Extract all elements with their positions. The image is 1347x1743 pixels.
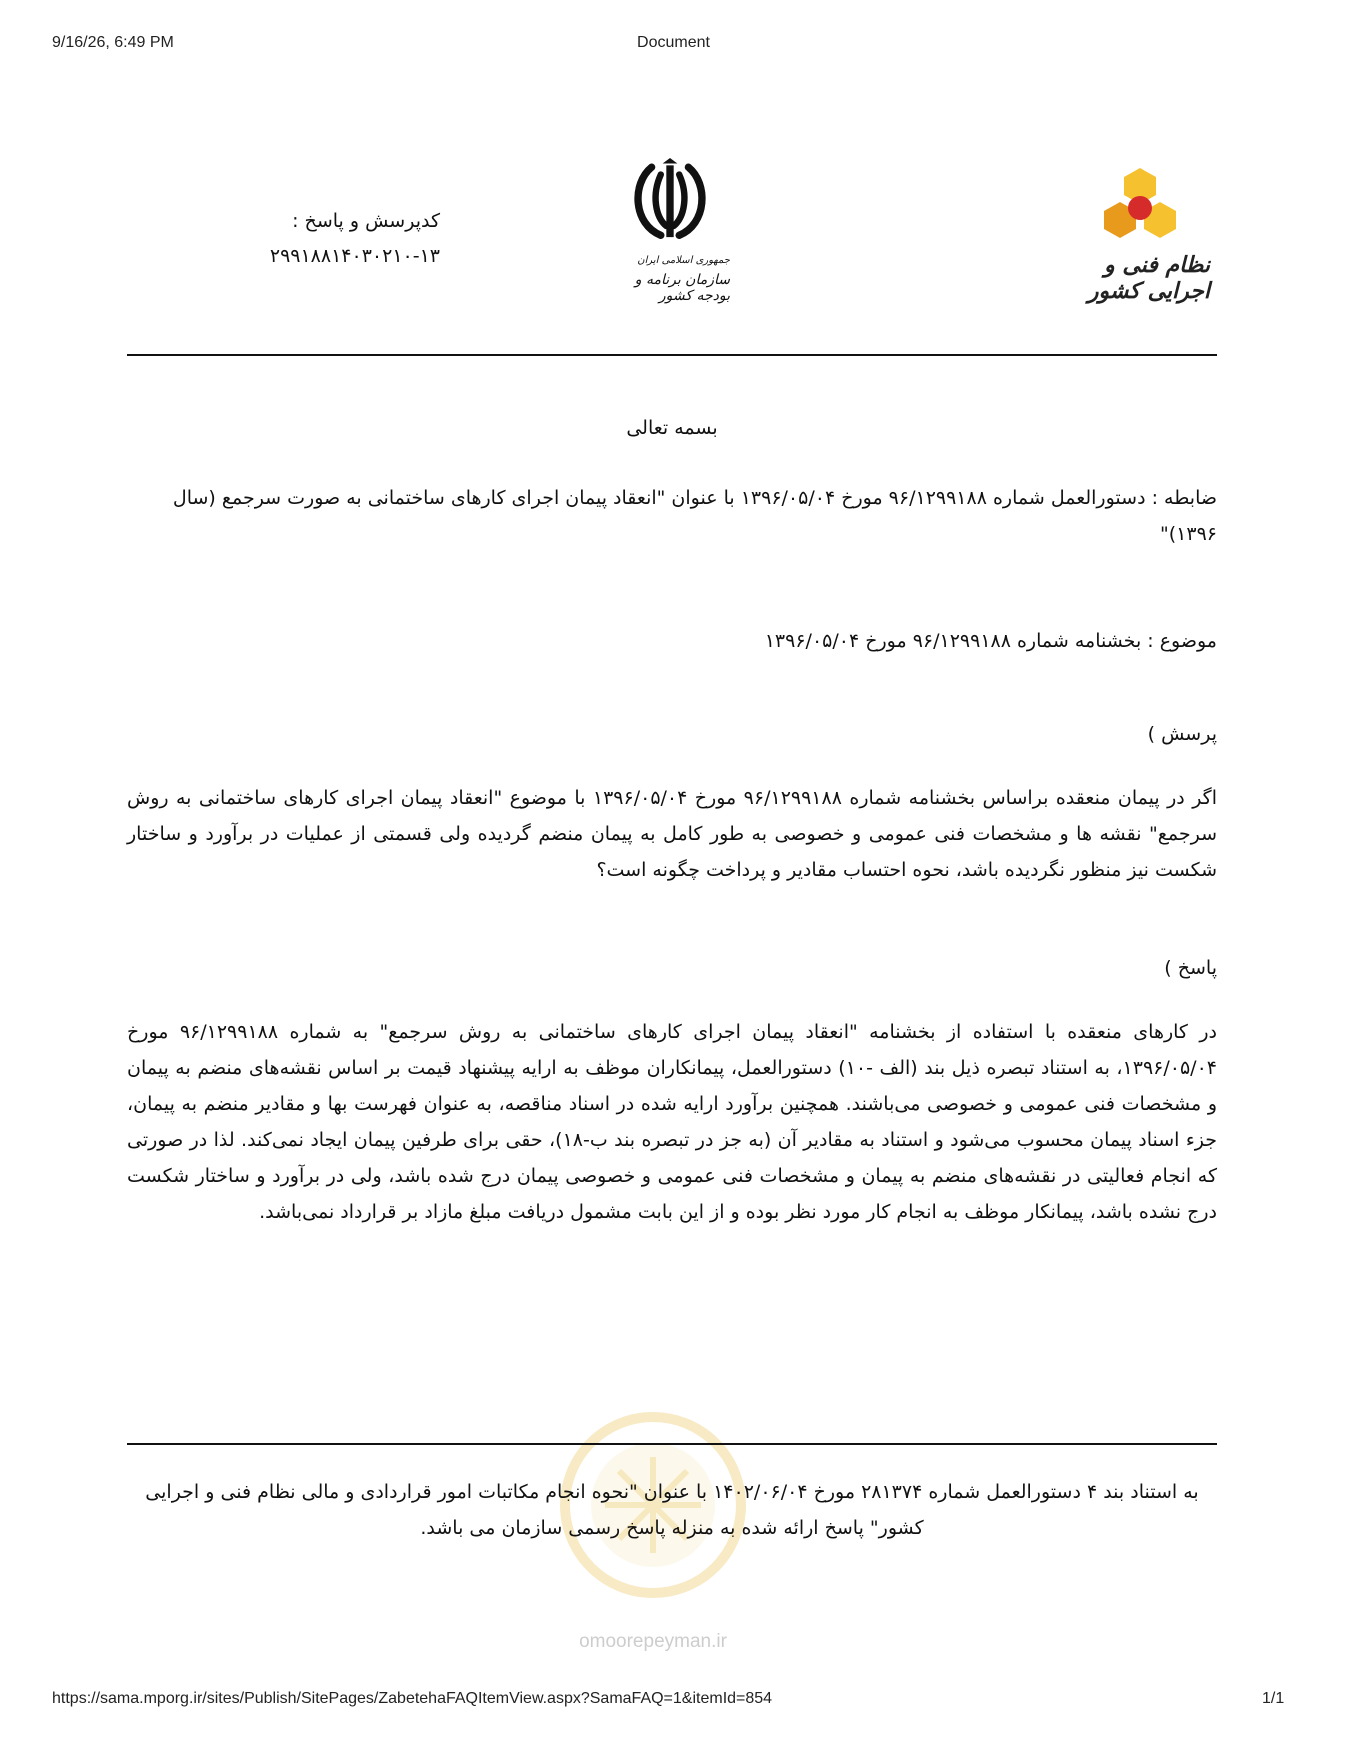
qa-code-value: ۲۹۹۱۸۸۱۴۰۳۰۲۱۰-۱۳ [269, 245, 440, 267]
logo-sphere [1128, 196, 1152, 220]
question-label: پرسش ) [1147, 723, 1217, 745]
print-url: https://sama.mporg.ir/sites/Publish/SitePages/ZabetehaFAQItemView.aspx?SamaFAQ=1&itemId=854 [52, 1690, 773, 1707]
org-caption-line1: جمهوری اسلامی ایران [637, 255, 730, 266]
qa-code-block [150, 204, 440, 274]
regulation-line: ضابطه : دستورالعمل شماره ۹۶/۱۲۹۹۱۸۸ مورخ ۱۳۹۶/۰۵/۰۴ با عنوان "انعقاد پیمان اجرای کارهای ساختمانی به صورت سرجمع (سال ۱۳۹۶)" [172, 487, 1217, 545]
print-page-number: 1/1 [1262, 1690, 1285, 1707]
basmala: بسمه تعالی [626, 417, 718, 439]
print-title: Document [637, 34, 710, 51]
footer-note: به استناد بند ۴ دستورالعمل شماره ۲۸۱۳۷۴ مورخ ۱۴۰۲/۰۶/۰۴ با عنوان "نحوه انجام مکاتبات امور قراردادی و مالی نظام فنی و اجرایی کشور" پاسخ ارائه شده به منزله پاسخ رسمی سازمان می باشد. [145, 1481, 1199, 1539]
answer-label: پاسخ ) [1164, 957, 1217, 979]
logo-text: نظام فنی و اجرایی کشور [1087, 252, 1210, 304]
nezam-logo [1050, 166, 1210, 304]
print-date: 9/16/26, 6:49 PM [52, 34, 174, 51]
org-caption [610, 255, 730, 304]
question-text: اگر در پیمان منعقده براساس بخشنامه شماره ۹۶/۱۲۹۹۱۸۸ مورخ ۱۳۹۶/۰۵/۰۴ با موضوع "انعقاد پیمان اجرای کارهای ساختمانی به روش سرجمع" نقشه ها و مشخصات فنی عمومی و خصوصی به طور کامل به پیمان منضم گردیده ولی قسمتی از عملیات در برآورد و ساختار شکست نیز منظور نگردیده باشد، نحوه احتساب مقادیر و پرداخت چگونه است؟ [127, 787, 1218, 881]
footer-divider [127, 1443, 1217, 1445]
subject-line: موضوع : بخشنامه شماره ۹۶/۱۲۹۹۱۸۸ مورخ ۱۳۹۶/۰۵/۰۴ [764, 630, 1217, 652]
iran-emblem-icon [624, 158, 716, 250]
answer-text: در کارهای منعقده با استفاده از بخشنامه "انعقاد پیمان اجرای کارهای ساختمانی به روش سرجمع" به شماره ۹۶/۱۲۹۹۱۸۸ مورخ ۱۳۹۶/۰۵/۰۴، به استناد تبصره ذیل بند (الف -۱۰) دستورالعمل، پیمانکاران موظف به ارایه پیشنهاد قیمت بر اساس نقشه‌های منضم به پیمان و مشخصات فنی عمومی و خصوصی می‌باشند. همچنین برآورد ارایه شده در اسناد مناقصه، به عنوان فهرست بها و مقادیر منضم به پیمان، جزء اسناد پیمان محسوب می‌شود و استناد به مقادیر آن (به جز در تبصره بند ب-۱۸)، حقی برای طرفین پیمان ایجاد نمی‌کند. لذا در صورتی که انجام فعالیتی در نقشه‌های منضم به پیمان و مشخصات فنی عمومی و خصوصی پیمان درج شده باشد، ولی در برآورد و ساختار شکست درج نشده باشد، پیمانکار موظف به انجام کار مورد نظر بوده و از این بابت مشمول دریافت مبلغ مازاد بر قرارداد نمی‌باشد. [127, 1021, 1217, 1223]
qa-code-label: کدپرسش و پاسخ : [292, 210, 440, 232]
org-caption-line2: سازمان برنامه و بودجه کشور [634, 272, 730, 304]
nezam-logo-icon [1090, 166, 1190, 246]
header-divider [127, 354, 1217, 356]
watermark-site: omoorepeyman.ir [579, 1631, 727, 1652]
emblem-block [600, 158, 740, 310]
